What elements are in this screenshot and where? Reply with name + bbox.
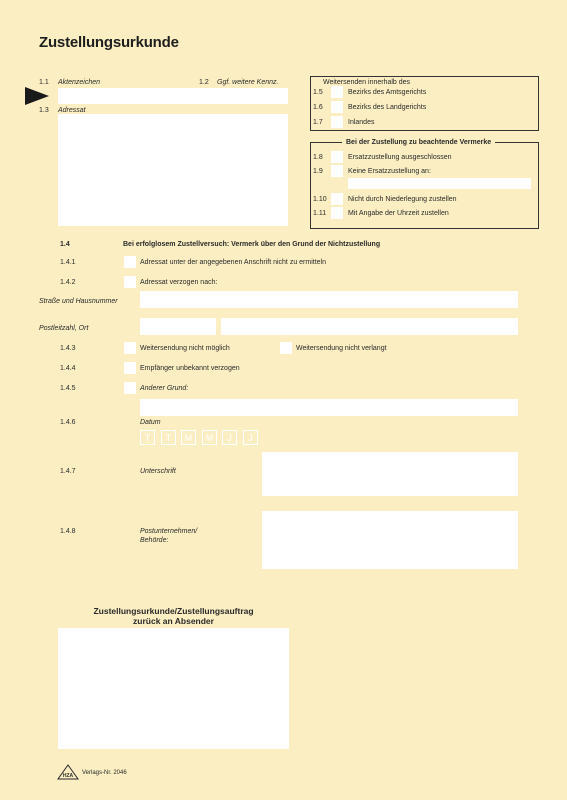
publisher-logo-icon <box>57 764 79 780</box>
option-label-1-8: Ersatzzustellung ausgeschlossen <box>348 154 452 161</box>
unterschrift-field[interactable] <box>262 452 518 496</box>
ort-field[interactable] <box>221 318 518 335</box>
field-number-1-3: 1.3 <box>39 107 49 114</box>
date-box-j2[interactable]: J <box>243 430 258 445</box>
item-number-1-4-6: 1.4.6 <box>60 419 76 426</box>
checkbox-1-5[interactable] <box>331 86 343 98</box>
date-box-j1[interactable]: J <box>222 430 237 445</box>
item-label-1-4-3b: Weitersendung nicht verlangt <box>296 345 387 352</box>
strasse-label: Straße und Hausnummer <box>39 298 118 305</box>
item-label-1-4-3a: Weitersendung nicht möglich <box>140 345 230 352</box>
checkbox-1-9[interactable] <box>331 165 343 177</box>
checkbox-1-6[interactable] <box>331 101 343 113</box>
date-box-m2[interactable]: M <box>202 430 217 445</box>
checkbox-1-4-1[interactable] <box>124 256 136 268</box>
strasse-field[interactable] <box>140 291 518 308</box>
item-number-1-4-2: 1.4.2 <box>60 279 76 286</box>
postunternehmen-label-line1: Postunternehmen/ <box>140 528 198 535</box>
checkbox-1-4-4[interactable] <box>124 362 136 374</box>
postunternehmen-field[interactable] <box>262 511 518 569</box>
checkbox-1-7[interactable] <box>331 116 343 128</box>
option-number-1-11: 1.11 <box>313 210 327 217</box>
postunternehmen-label-line2: Behörde: <box>140 537 169 544</box>
checkbox-1-4-5[interactable] <box>124 382 136 394</box>
item-label-1-4-2: Adressat verzogen nach: <box>140 279 218 286</box>
option-number-1-9: 1.9 <box>313 168 323 175</box>
plz-ort-label: Postleitzahl, Ort <box>39 325 89 332</box>
anderer-grund-field[interactable] <box>140 399 518 416</box>
adressat-field[interactable] <box>58 114 288 226</box>
ruecksendung-title-line1: Zustellungsurkunde/Zustellungsauftrag <box>93 606 254 616</box>
item-number-1-4-4: 1.4.4 <box>60 365 76 372</box>
datum-label: Datum <box>140 419 161 426</box>
section-heading-1-4: Bei erfolglosem Zustellversuch: Vermerk über den Grund der Nichtzustellung <box>123 241 381 248</box>
checkbox-1-8[interactable] <box>331 151 343 163</box>
date-box-t2[interactable]: T <box>161 430 176 445</box>
field-number-1-2: 1.2 <box>199 79 209 86</box>
option-label-1-6: Bezirks des Landgerichts <box>348 104 427 111</box>
publisher-logo-text: HZA <box>62 773 74 779</box>
option-number-1-6: 1.6 <box>313 104 323 111</box>
vermerke-heading: Bei der Zustellung zu beachtende Vermerke <box>342 138 495 147</box>
checkbox-1-4-3a[interactable] <box>124 342 136 354</box>
item-label-1-4-1: Adressat unter der angegebenen Anschrift nicht zu ermitteln <box>140 259 326 266</box>
option-label-1-7: Inlandes <box>348 119 375 126</box>
ersatzzustellung-field[interactable] <box>348 178 531 189</box>
item-number-1-4-5: 1.4.5 <box>60 385 76 392</box>
option-number-1-7: 1.7 <box>313 119 323 126</box>
date-box-m1[interactable]: M <box>181 430 196 445</box>
item-label-1-4-5: Anderer Grund: <box>140 385 189 392</box>
checkbox-1-10[interactable] <box>331 193 343 205</box>
option-label-1-10: Nicht durch Niederlegung zustellen <box>348 196 457 203</box>
option-number-1-5: 1.5 <box>313 89 323 96</box>
field-number-1-1: 1.1 <box>39 79 49 86</box>
date-box-t1[interactable]: T <box>140 430 155 445</box>
item-number-1-4-8: 1.4.8 <box>60 528 76 535</box>
option-label-1-5: Bezirks des Amtsgerichts <box>348 89 427 96</box>
aktenzeichen-field[interactable] <box>58 88 288 104</box>
absender-field[interactable] <box>58 628 289 749</box>
option-label-1-9: Keine Ersatzzustellung an: <box>348 168 431 175</box>
plz-field[interactable] <box>140 318 216 335</box>
item-label-1-4-4: Empfänger unbekannt verzogen <box>140 365 240 372</box>
adressat-label: Adressat <box>58 107 86 114</box>
item-number-1-4-3: 1.4.3 <box>60 345 76 352</box>
aktenzeichen-label: Aktenzeichen <box>58 79 101 86</box>
option-label-1-11: Mit Angabe der Uhrzeit zustellen <box>348 210 449 217</box>
option-number-1-8: 1.8 <box>313 154 323 161</box>
checkbox-1-4-2[interactable] <box>124 276 136 288</box>
weitere-kennz-label: Ggf. weitere Kennz. <box>217 79 279 86</box>
item-number-1-4-1: 1.4.1 <box>60 259 76 266</box>
item-number-1-4-7: 1.4.7 <box>60 468 76 475</box>
page-title: Zustellungsurkunde <box>39 34 179 51</box>
verlags-nummer: Verlags-Nr. 2046 <box>82 770 127 776</box>
checkbox-1-11[interactable] <box>331 207 343 219</box>
unterschrift-label: Unterschrift <box>140 468 176 475</box>
arrow-marker-icon <box>25 87 49 105</box>
ruecksendung-title-line2: zurück an Absender <box>133 616 214 626</box>
option-number-1-10: 1.10 <box>313 196 327 203</box>
checkbox-1-4-3b[interactable] <box>280 342 292 354</box>
weitersenden-heading: Weitersenden innerhalb des <box>323 79 411 86</box>
section-number-1-4: 1.4 <box>60 241 70 248</box>
